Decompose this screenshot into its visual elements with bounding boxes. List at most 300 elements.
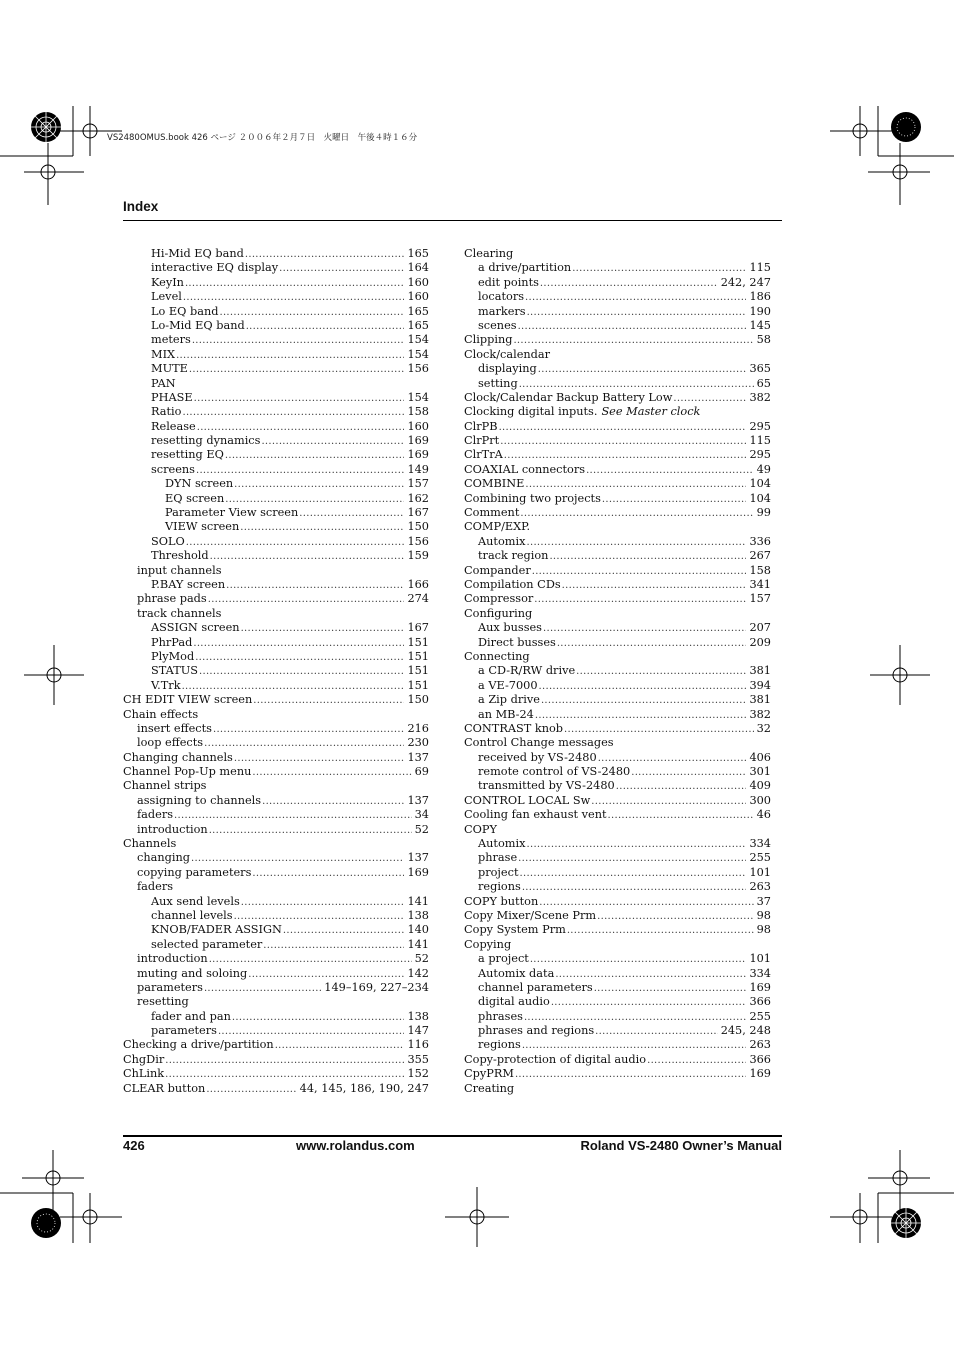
dot-leader bbox=[562, 578, 747, 592]
index-entry bbox=[123, 305, 429, 319]
dot-leader bbox=[196, 463, 404, 477]
index-entry bbox=[123, 1038, 429, 1052]
index-term: faders bbox=[137, 808, 174, 822]
index-term: MUTE bbox=[151, 362, 188, 376]
index-page-ref: 165 bbox=[407, 247, 429, 260]
page-header-title: Index bbox=[123, 199, 159, 214]
index-term: remote control of VS-2480 bbox=[478, 765, 631, 779]
index-page-ref: 147 bbox=[407, 1024, 429, 1038]
index-term: meters bbox=[151, 333, 191, 347]
index-entry bbox=[464, 1067, 771, 1081]
dot-leader bbox=[673, 391, 746, 405]
dot-leader bbox=[616, 779, 747, 793]
index-entry bbox=[464, 448, 771, 462]
index-entry bbox=[464, 895, 771, 909]
index-entry bbox=[123, 261, 429, 275]
index-entry bbox=[123, 520, 429, 534]
index-page-ref: 162 bbox=[407, 491, 429, 505]
index-page-ref: 255 bbox=[749, 1009, 771, 1023]
dot-leader bbox=[197, 420, 405, 434]
index-entry bbox=[123, 592, 429, 606]
footer-rule bbox=[123, 1135, 782, 1137]
index-term: a CD-R/RW drive bbox=[478, 664, 576, 678]
index-term: SOLO bbox=[151, 534, 185, 548]
dot-leader bbox=[551, 995, 747, 1009]
index-term: muting and soloing bbox=[137, 966, 248, 980]
index-entry bbox=[464, 995, 771, 1009]
index-page-ref: 49 bbox=[756, 462, 771, 476]
index-term: setting bbox=[478, 376, 518, 390]
index-entry bbox=[464, 290, 771, 304]
index-page-ref: 98 bbox=[756, 908, 771, 922]
index-entry bbox=[123, 377, 429, 391]
index-entry bbox=[123, 506, 429, 520]
index-entry bbox=[123, 1082, 429, 1096]
index-page-ref: 169 bbox=[407, 448, 429, 462]
index-entry bbox=[123, 751, 429, 765]
index-page-ref: 394 bbox=[749, 678, 771, 692]
index-column-left bbox=[123, 247, 429, 1096]
dot-leader bbox=[539, 895, 753, 909]
index-page-ref: 150 bbox=[407, 693, 429, 707]
index-page-ref: 160 bbox=[407, 290, 429, 304]
index-term: project bbox=[478, 865, 519, 879]
index-term: resetting dynamics bbox=[151, 434, 261, 448]
dot-leader bbox=[241, 621, 405, 635]
index-entry bbox=[464, 794, 771, 808]
index-term: Automix data bbox=[478, 966, 555, 980]
page-number: 426 bbox=[123, 1138, 145, 1153]
dot-leader bbox=[225, 492, 404, 506]
index-term: screens bbox=[151, 462, 195, 476]
index-entry bbox=[464, 693, 771, 707]
index-entry bbox=[123, 722, 429, 736]
index-entry bbox=[464, 621, 771, 635]
index-page-ref: 169 bbox=[749, 1067, 771, 1081]
index-term: PHASE bbox=[151, 390, 193, 404]
index-entry bbox=[464, 463, 771, 477]
dot-leader bbox=[189, 362, 405, 376]
index-page-ref: 334 bbox=[749, 966, 771, 980]
index-entry bbox=[123, 923, 429, 937]
index-entry bbox=[123, 420, 429, 434]
index-term: locators bbox=[478, 290, 525, 304]
index-page-ref: 190 bbox=[749, 304, 771, 318]
index-entry bbox=[464, 851, 771, 865]
dot-leader bbox=[520, 506, 753, 520]
index-page-ref: 167 bbox=[407, 621, 429, 635]
dot-leader bbox=[225, 448, 405, 462]
index-entry bbox=[123, 808, 429, 822]
index-page-ref: 406 bbox=[749, 750, 771, 764]
index-term: CpyPRM bbox=[464, 1067, 514, 1081]
dot-leader bbox=[165, 1053, 404, 1067]
index-page-ref: 104 bbox=[749, 491, 771, 505]
index-page-ref: 263 bbox=[749, 880, 771, 894]
index-entry bbox=[464, 938, 771, 952]
index-term: markers bbox=[478, 304, 526, 318]
index-entry bbox=[123, 1067, 429, 1081]
dot-leader bbox=[263, 938, 404, 952]
index-term: CONTRAST knob bbox=[464, 721, 564, 735]
index-page-ref: 101 bbox=[749, 865, 771, 879]
index-entry bbox=[464, 751, 771, 765]
dot-leader bbox=[534, 592, 746, 606]
dot-leader bbox=[218, 1024, 405, 1038]
dot-leader bbox=[261, 434, 404, 448]
dot-leader bbox=[595, 1024, 718, 1038]
index-entry bbox=[123, 779, 429, 793]
index-term: digital audio bbox=[478, 995, 550, 1009]
dot-leader bbox=[262, 794, 404, 808]
index-term: regions bbox=[478, 880, 521, 894]
index-term: Level bbox=[151, 290, 182, 304]
index-page-ref: 154 bbox=[407, 390, 429, 404]
index-term: PhrPad bbox=[151, 635, 193, 649]
index-entry bbox=[464, 592, 771, 606]
index-page-ref: 142 bbox=[407, 966, 429, 980]
index-page-ref: 255 bbox=[749, 851, 771, 865]
index-term: COPY button bbox=[464, 894, 539, 908]
index-page-ref: 154 bbox=[407, 347, 429, 361]
index-term: displaying bbox=[478, 362, 537, 376]
dot-leader bbox=[176, 348, 404, 362]
index-entry bbox=[123, 851, 429, 865]
index-term: Control Change messages bbox=[464, 736, 614, 750]
index-term: Configuring bbox=[464, 606, 533, 620]
dot-leader bbox=[195, 650, 404, 664]
dot-leader bbox=[500, 434, 746, 448]
index-term: DYN screen bbox=[165, 477, 234, 491]
index-entry bbox=[464, 377, 771, 391]
dot-leader bbox=[527, 305, 747, 319]
index-entry bbox=[123, 650, 429, 664]
dot-leader bbox=[549, 549, 746, 563]
index-entry bbox=[123, 664, 429, 678]
index-term: Clock/calendar bbox=[464, 347, 551, 361]
dot-leader bbox=[283, 923, 405, 937]
index-entry bbox=[464, 779, 771, 793]
index-term: Clipping bbox=[464, 333, 513, 347]
index-term: interactive EQ display bbox=[151, 261, 279, 275]
dot-leader bbox=[245, 247, 405, 261]
index-entry bbox=[123, 952, 429, 966]
index-entry bbox=[464, 405, 771, 419]
index-page-ref: 138 bbox=[407, 908, 429, 922]
index-term: channel levels bbox=[151, 908, 233, 922]
index-page-ref: 164 bbox=[407, 261, 429, 275]
index-page-ref: 69 bbox=[414, 765, 429, 779]
dot-leader bbox=[576, 664, 746, 678]
index-entry bbox=[123, 938, 429, 952]
dot-leader bbox=[234, 909, 405, 923]
index-entry bbox=[464, 420, 771, 434]
dot-leader bbox=[246, 319, 405, 333]
index-entry bbox=[464, 549, 771, 563]
index-entry bbox=[464, 1082, 771, 1096]
print-info: VS2480OMUS.book 426 ページ ２００６年２月７日 火曜日 午後４時１６分 bbox=[107, 133, 418, 143]
index-term: introduction bbox=[137, 952, 208, 966]
index-entry bbox=[123, 794, 429, 808]
index-entry bbox=[464, 506, 771, 520]
dot-leader bbox=[541, 693, 747, 707]
index-entry bbox=[123, 391, 429, 405]
dot-leader bbox=[608, 808, 754, 822]
index-entry bbox=[123, 492, 429, 506]
index-term: input channels bbox=[137, 563, 222, 577]
index-page-ref: 267 bbox=[749, 549, 771, 563]
index-term: Cooling fan exhaust vent bbox=[464, 808, 607, 822]
index-page-ref: 355 bbox=[407, 1052, 429, 1066]
index-term: Compressor bbox=[464, 592, 534, 606]
index-page-ref: 149 bbox=[407, 462, 429, 476]
index-term: Clearing bbox=[464, 247, 514, 260]
index-page-ref: 300 bbox=[749, 793, 771, 807]
dot-leader bbox=[504, 448, 747, 462]
index-entry bbox=[123, 708, 429, 722]
index-term: Release bbox=[151, 419, 196, 433]
index-entry bbox=[123, 1010, 429, 1024]
header-rule bbox=[123, 220, 782, 221]
index-entry bbox=[464, 564, 771, 578]
index-page-ref: 149–169, 227–234 bbox=[324, 980, 429, 994]
dot-leader bbox=[598, 751, 747, 765]
index-entry bbox=[464, 880, 771, 894]
dot-leader bbox=[185, 276, 404, 290]
index-entry bbox=[464, 261, 771, 275]
dot-leader bbox=[275, 1038, 405, 1052]
dot-leader bbox=[279, 261, 404, 275]
dot-leader bbox=[226, 578, 404, 592]
index-entry bbox=[123, 880, 429, 894]
index-page-ref: 151 bbox=[407, 649, 429, 663]
index-page-ref: 366 bbox=[749, 1052, 771, 1066]
index-term: loop effects bbox=[137, 736, 204, 750]
dot-leader bbox=[522, 1038, 747, 1052]
index-term: a project bbox=[478, 952, 529, 966]
dot-leader bbox=[524, 1010, 747, 1024]
index-term: regions bbox=[478, 1038, 521, 1052]
dot-leader bbox=[191, 851, 404, 865]
index-term: V.Trk bbox=[151, 678, 181, 692]
index-term: parameters bbox=[151, 1024, 217, 1038]
dot-leader bbox=[186, 535, 405, 549]
index-page-ref: 154 bbox=[407, 333, 429, 347]
index-entry bbox=[464, 923, 771, 937]
index-entry bbox=[464, 679, 771, 693]
dot-leader bbox=[209, 952, 412, 966]
dot-leader bbox=[526, 837, 746, 851]
index-term: parameters bbox=[137, 980, 203, 994]
index-term: a drive/partition bbox=[478, 261, 572, 275]
index-page-ref: 158 bbox=[407, 405, 429, 419]
index-page-ref: 52 bbox=[414, 952, 429, 966]
dot-leader bbox=[591, 794, 746, 808]
index-entry bbox=[464, 319, 771, 333]
index-page-ref: 169 bbox=[407, 865, 429, 879]
index-page-ref: 209 bbox=[749, 635, 771, 649]
index-entry bbox=[464, 578, 771, 592]
index-term: edit points bbox=[478, 275, 539, 289]
index-term: Threshold bbox=[151, 549, 209, 563]
index-page-ref: 382 bbox=[749, 707, 771, 721]
index-entry bbox=[464, 434, 771, 448]
index-entry bbox=[123, 549, 429, 563]
index-entry bbox=[464, 765, 771, 779]
index-term: Copying bbox=[464, 937, 512, 951]
index-term: Chain effects bbox=[123, 707, 199, 721]
index-entry bbox=[123, 1024, 429, 1038]
index-page-ref: 409 bbox=[749, 779, 771, 793]
index-entry bbox=[464, 348, 771, 362]
index-term: changing bbox=[137, 851, 190, 865]
index-page-ref: 295 bbox=[749, 448, 771, 462]
index-term: Automix bbox=[478, 534, 526, 548]
index-page-ref: 34 bbox=[414, 808, 429, 822]
dot-leader bbox=[253, 693, 404, 707]
dot-leader bbox=[518, 851, 746, 865]
index-page-ref: 159 bbox=[407, 549, 429, 563]
index-entry bbox=[123, 693, 429, 707]
index-term: Channel strips bbox=[123, 779, 207, 793]
index-page-ref: 150 bbox=[407, 520, 429, 534]
dot-leader bbox=[526, 535, 746, 549]
index-entry bbox=[464, 967, 771, 981]
index-term: Copy System Prm bbox=[464, 923, 566, 937]
index-entry bbox=[464, 492, 771, 506]
dot-leader bbox=[535, 708, 747, 722]
index-entry bbox=[464, 1053, 771, 1067]
index-entry bbox=[123, 276, 429, 290]
index-term: Checking a drive/partition bbox=[123, 1038, 274, 1052]
index-entry bbox=[464, 952, 771, 966]
dot-leader bbox=[522, 880, 747, 894]
index-page-ref: 98 bbox=[756, 923, 771, 937]
dot-leader bbox=[192, 333, 405, 347]
index-term: assigning to channels bbox=[137, 793, 262, 807]
index-term: KeyIn bbox=[151, 275, 184, 289]
dot-leader bbox=[206, 1082, 296, 1096]
index-page-ref: 138 bbox=[407, 1009, 429, 1023]
index-entry bbox=[464, 664, 771, 678]
index-entry bbox=[464, 607, 771, 621]
index-term: ASSIGN screen bbox=[151, 621, 240, 635]
index-page-ref: 166 bbox=[407, 577, 429, 591]
index-term: copying parameters bbox=[137, 865, 252, 879]
dot-leader bbox=[631, 765, 746, 779]
index-page-ref: 263 bbox=[749, 1038, 771, 1052]
index-term: CLEAR button bbox=[123, 1081, 206, 1095]
index-page-ref: 301 bbox=[749, 765, 771, 779]
index-term: phrases and regions bbox=[478, 1024, 595, 1038]
index-term: VIEW screen bbox=[165, 520, 240, 534]
index-page-ref: 156 bbox=[407, 534, 429, 548]
index-entry bbox=[123, 448, 429, 462]
index-page-ref: 46 bbox=[756, 808, 771, 822]
index-entry bbox=[123, 477, 429, 491]
index-page-ref: 169 bbox=[407, 434, 429, 448]
dot-leader bbox=[519, 377, 754, 391]
index-term: CH EDIT VIEW screen bbox=[123, 693, 253, 707]
index-entry bbox=[123, 621, 429, 635]
index-term: Compander bbox=[464, 563, 531, 577]
index-page-ref: 104 bbox=[749, 477, 771, 491]
index-term: EQ screen bbox=[165, 491, 225, 505]
index-entry bbox=[464, 247, 771, 261]
index-page-ref: 158 bbox=[749, 563, 771, 577]
index-entry bbox=[123, 333, 429, 347]
index-page-ref: 115 bbox=[749, 261, 771, 275]
index-term: PlyMod bbox=[151, 649, 195, 663]
index-term: Creating bbox=[464, 1081, 515, 1095]
index-term: MIX bbox=[151, 347, 176, 361]
index-page-ref: 365 bbox=[749, 362, 771, 376]
index-term: a Zip drive bbox=[478, 693, 540, 707]
index-term: ClrPrt bbox=[464, 434, 500, 448]
index-term: selected parameter bbox=[151, 937, 263, 951]
index-entry bbox=[123, 837, 429, 851]
index-page-ref: 116 bbox=[407, 1038, 429, 1052]
index-term: transmitted by VS-2480 bbox=[478, 779, 615, 793]
dot-leader bbox=[204, 736, 404, 750]
index-entry bbox=[464, 1010, 771, 1024]
index-term: Parameter View screen bbox=[165, 506, 299, 520]
dot-leader bbox=[193, 636, 404, 650]
dot-leader bbox=[602, 492, 747, 506]
index-term: PAN bbox=[151, 376, 176, 390]
index-page-ref: 151 bbox=[407, 678, 429, 692]
index-term: Clocking digital inputs. bbox=[464, 405, 598, 419]
index-page-ref: 274 bbox=[407, 592, 429, 606]
index-page-ref: 381 bbox=[749, 693, 771, 707]
index-page-ref: 167 bbox=[407, 506, 429, 520]
index-entry bbox=[464, 1024, 771, 1038]
index-term: Connecting bbox=[464, 649, 530, 663]
index-page-ref: 165 bbox=[407, 318, 429, 332]
index-page-ref: 65 bbox=[756, 376, 771, 390]
index-entry bbox=[464, 909, 771, 923]
index-entry bbox=[123, 319, 429, 333]
dot-leader bbox=[564, 722, 754, 736]
index-page-ref: 32 bbox=[756, 721, 771, 735]
index-term: Compilation CDs bbox=[464, 577, 561, 591]
index-term: received by VS-2480 bbox=[478, 750, 597, 764]
dot-leader bbox=[240, 520, 404, 534]
index-page-ref: 37 bbox=[756, 894, 771, 908]
index-page-ref: 157 bbox=[407, 477, 429, 491]
index-term: insert effects bbox=[137, 721, 212, 735]
dot-leader bbox=[515, 1067, 747, 1081]
index-entry bbox=[464, 305, 771, 319]
index-term: phrases bbox=[478, 1009, 523, 1023]
index-page-ref: 151 bbox=[407, 635, 429, 649]
index-entry bbox=[464, 276, 771, 290]
index-entry bbox=[123, 247, 429, 261]
index-term: Lo-Mid EQ band bbox=[151, 318, 245, 332]
index-page-ref: 99 bbox=[756, 506, 771, 520]
index-entry bbox=[123, 895, 429, 909]
index-entry bbox=[123, 866, 429, 880]
index-entry bbox=[464, 362, 771, 376]
dot-leader bbox=[199, 664, 404, 678]
index-page-ref: 242, 247 bbox=[720, 275, 771, 289]
dot-leader bbox=[597, 909, 754, 923]
index-entry bbox=[464, 722, 771, 736]
dot-leader bbox=[499, 420, 747, 434]
dot-leader bbox=[248, 967, 404, 981]
index-page-ref: 101 bbox=[749, 952, 771, 966]
index-page-ref: 382 bbox=[749, 390, 771, 404]
